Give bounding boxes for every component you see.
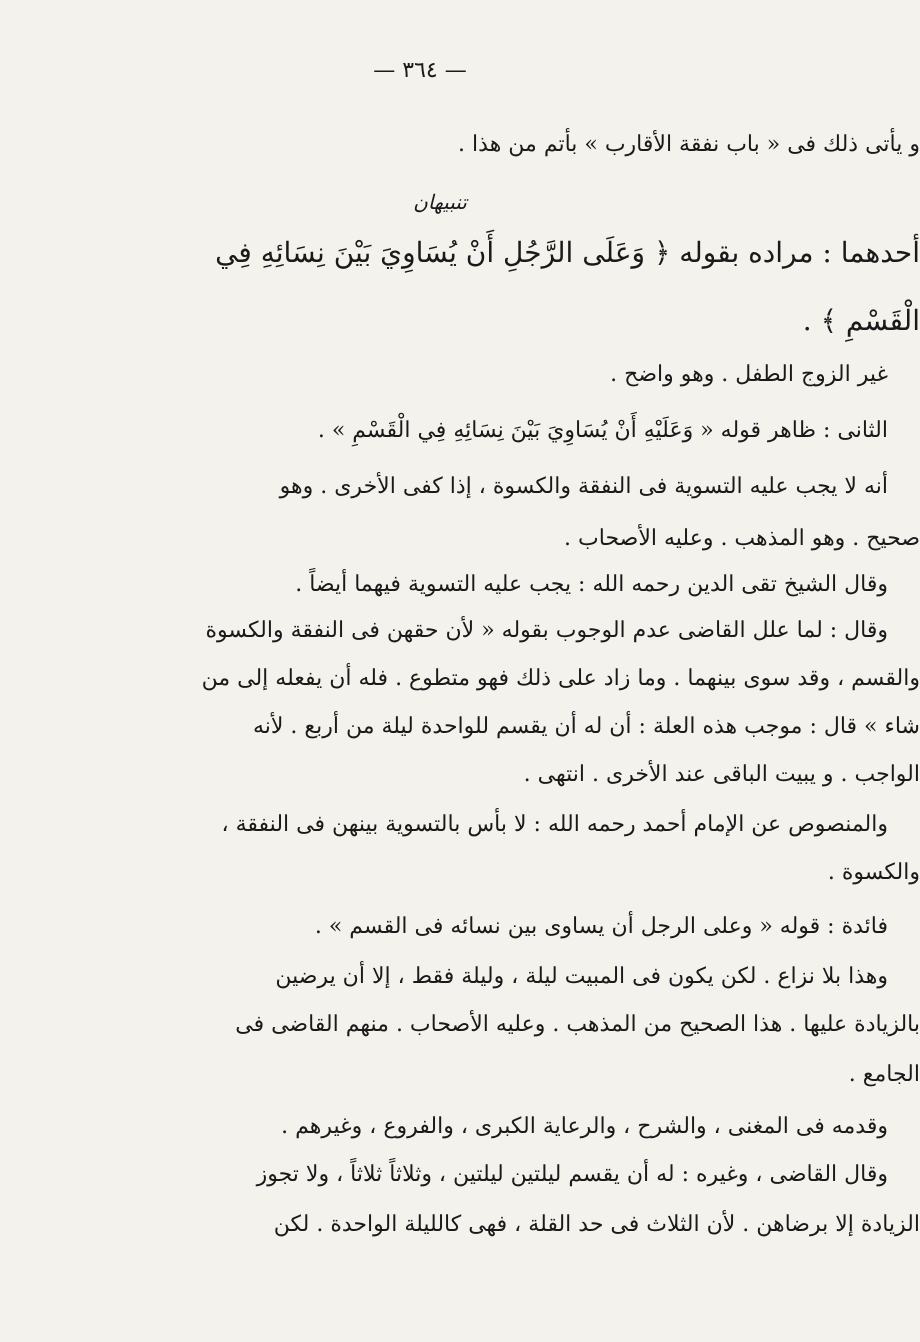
text-line: الثانى : ظاهر قوله « وَعَلَيْهِ أَنْ يُسَاوِيَ بَيْنَ نِسَائِهِ فِي الْقَسْمِ » .	[317, 418, 888, 443]
text-line: و يأتى ذلك فى « باب نفقة الأقارب » بأتم من هذا .	[458, 132, 920, 157]
text-line: أنه لا يجب عليه التسوية فى النفقة والكسوة ، إذا كفى الأخرى . وهو	[279, 474, 888, 499]
text-line: والكسوة .	[827, 860, 920, 885]
text-line: شاء » قال : موجب هذه العلة : أن له أن يقسم للواحدة ليلة من أربع . لأنه	[252, 714, 920, 739]
text-line: أحدهما : مراده بقوله ﴿ وَعَلَى الرَّجُلِ أَنْ يُسَاوِيَ بَيْنَ نِسَائِهِ فِي	[215, 236, 920, 269]
page-number: — ٣٦٤ —	[373, 58, 467, 83]
text-line: وقال الشيخ تقى الدين رحمه الله : يجب عليه التسوية فيهما أيضاً .	[295, 572, 888, 597]
text-line: وقدمه فى المغنى ، والشرح ، والرعاية الكبرى ، والفروع ، وغيرهم .	[281, 1114, 888, 1139]
text-line: صحيح . وهو المذهب . وعليه الأصحاب .	[564, 526, 920, 551]
text-line: وقال : لما علل القاضى عدم الوجوب بقوله « لأن حقهن فى النفقة والكسوة	[205, 618, 888, 643]
text-line: الزيادة إلا برضاهن . لأن الثلاث فى حد القلة ، فهى كالليلة الواحدة . لكن	[273, 1212, 920, 1237]
text-line: الجامع .	[848, 1062, 920, 1087]
text-line: غير الزوج الطفل . وهو واضح .	[610, 362, 888, 387]
text-line: والمنصوص عن الإمام أحمد رحمه الله : لا بأس بالتسوية بينهن فى النفقة ،	[221, 812, 888, 837]
text-line: الْقَسْمِ ﴾ .	[802, 304, 920, 337]
text-line: والقسم ، وقد سوى بينهما . وما زاد على ذلك فهو متطوع . فله أن يفعله إلى من	[201, 666, 920, 691]
text-line: بالزيادة عليها . هذا الصحيح من المذهب . وعليه الأصحاب . منهم القاضى فى	[235, 1012, 920, 1037]
text-line: وهذا بلا نزاع . لكن يكون فى المبيت ليلة ، وليلة فقط ، إلا أن يرضين	[275, 964, 888, 989]
text-line: الواجب . و يبيت الباقى عند الأخرى . انتهى .	[523, 762, 920, 787]
text-line: وقال القاضى ، وغيره : له أن يقسم ليلتين ليلتين ، وثلاثاً ثلاثاً ، ولا تجوز	[256, 1162, 888, 1187]
section-heading: تنبيهان	[413, 190, 467, 214]
text-line: فائدة : قوله « وعلى الرجل أن يساوى بين نسائه فى القسم » .	[314, 914, 888, 939]
